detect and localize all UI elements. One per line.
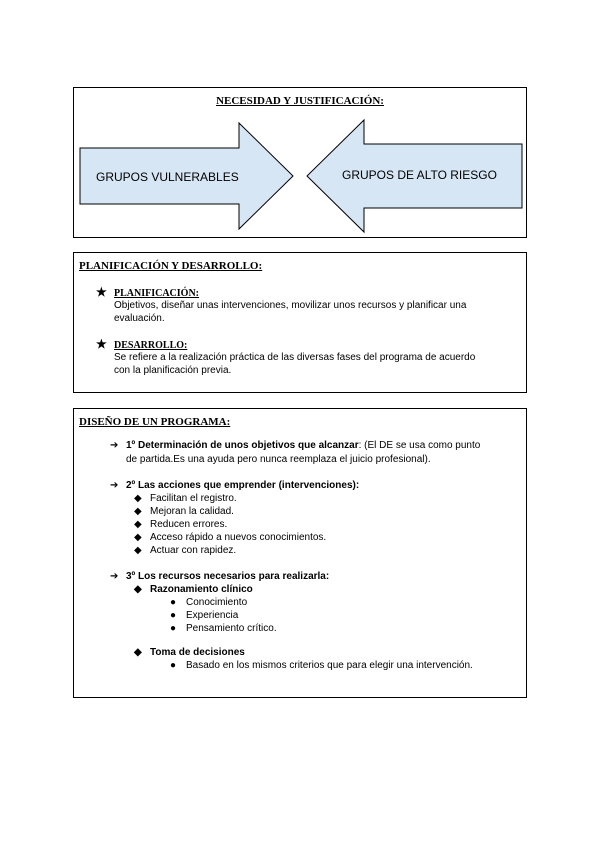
arrow-right-icon: ➔ bbox=[110, 571, 119, 582]
diamond-bullet-icon: ◆ bbox=[134, 545, 142, 556]
planning-title: PLANIFICACIÓN Y DESARROLLO: bbox=[79, 260, 263, 272]
list-item: ◆ Mejoran la calidad. bbox=[134, 506, 234, 517]
arrows-diagram bbox=[74, 88, 528, 239]
step3-line: ➔ 3º Los recursos necesarios para realizarla: bbox=[110, 571, 330, 582]
dot-bullet-icon: ● bbox=[170, 623, 177, 634]
diamond-bullet-icon: ◆ bbox=[134, 493, 142, 504]
planning-heading: ★ PLANIFICACIÓN: bbox=[96, 285, 199, 299]
right-arrow-label: GRUPOS DE ALTO RIESGO bbox=[342, 168, 497, 182]
diamond-bullet-icon: ◆ bbox=[134, 506, 142, 517]
development-text: Se refiere a la realización práctica de las diversas fases del programa de acuerdo con la planificación previa. bbox=[114, 352, 476, 376]
step1-line2: de partida.Es una ayuda pero nunca reemplaza el juicio profesional). bbox=[126, 454, 431, 465]
list-item: ● Conocimiento bbox=[170, 597, 248, 608]
star-icon: ★ bbox=[96, 285, 107, 299]
diamond-bullet-icon: ◆ bbox=[134, 532, 142, 543]
star-icon: ★ bbox=[96, 337, 107, 351]
reasoning-heading: ◆ Razonamiento clínico bbox=[134, 584, 253, 595]
arrow-right-icon: ➔ bbox=[110, 440, 119, 451]
diamond-bullet-icon: ◆ bbox=[134, 647, 142, 658]
list-item: ● Basado en los mismos criterios que para elegir una intervención. bbox=[170, 660, 473, 671]
step1-line: ➔ 1º Determinación de unos objetivos que alcanzar: (El DE se usa como punto bbox=[110, 440, 481, 451]
dot-bullet-icon: ● bbox=[170, 660, 177, 671]
design-title: DISEÑO DE UN PROGRAMA: bbox=[79, 416, 231, 428]
planning-box bbox=[73, 252, 527, 393]
arrow-right-icon: ➔ bbox=[110, 480, 119, 491]
step2-line: ➔ 2º Las acciones que emprender (intervenciones): bbox=[110, 480, 360, 491]
list-item: ◆ Actuar con rapidez. bbox=[134, 545, 237, 556]
list-item: ● Pensamiento crítico. bbox=[170, 623, 277, 634]
list-item: ◆ Reducen errores. bbox=[134, 519, 228, 530]
design-box bbox=[73, 408, 527, 698]
planning-text: Objetivos, diseñar unas intervenciones, movilizar unos recursos y planificar una evaluación. bbox=[114, 300, 467, 324]
list-item: ◆ Facilitan el registro. bbox=[134, 493, 237, 504]
dot-bullet-icon: ● bbox=[170, 610, 177, 621]
list-item: ● Experiencia bbox=[170, 610, 239, 621]
justification-title: NECESIDAD Y JUSTIFICACIÓN: bbox=[216, 95, 384, 107]
decisions-heading: ◆ Toma de decisiones bbox=[134, 647, 245, 658]
list-item: ◆ Acceso rápido a nuevos conocimientos. bbox=[134, 532, 327, 543]
diamond-bullet-icon: ◆ bbox=[134, 584, 142, 595]
justification-box bbox=[73, 87, 527, 238]
left-arrow-label: GRUPOS VULNERABLES bbox=[96, 170, 239, 184]
dot-bullet-icon: ● bbox=[170, 597, 177, 608]
development-heading: ★ DESARROLLO: bbox=[96, 337, 188, 351]
diamond-bullet-icon: ◆ bbox=[134, 519, 142, 530]
